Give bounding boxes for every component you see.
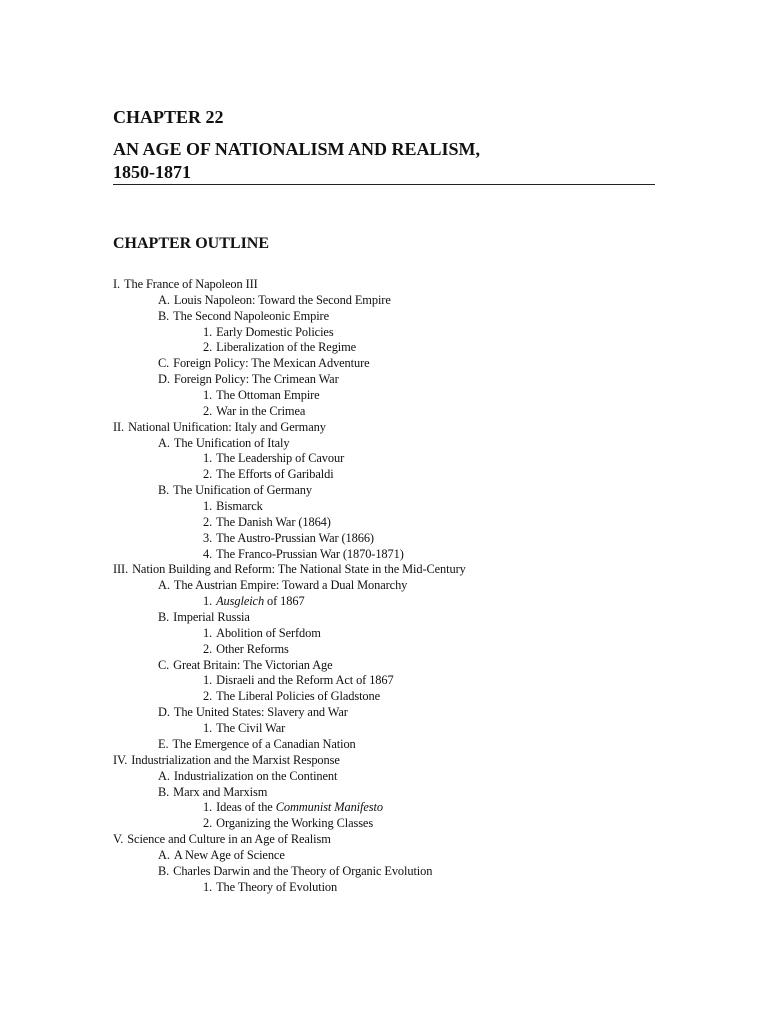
outline-item-text: Science and Culture in an Age of Realism xyxy=(127,832,331,847)
outline-item-level-3 xyxy=(113,626,673,642)
outline-item-text: Industrialization on the Continent xyxy=(173,768,338,783)
outline-item-level-2 xyxy=(113,483,673,499)
outline-item-level-2 xyxy=(113,309,673,325)
outline-item-level-1 xyxy=(113,420,673,436)
outline-item-level-2 xyxy=(113,356,673,372)
outline-item-level-3 xyxy=(113,800,673,816)
outline-item-number: 3. xyxy=(203,530,213,545)
outline-item-text: The France of Napoleon III xyxy=(124,277,258,291)
outline-item-level-2 xyxy=(113,293,673,309)
outline-item-number: 1. xyxy=(203,721,213,736)
outline-item-text: Abolition of Serfdom xyxy=(216,625,321,640)
outline-item-text: Liberalization of the Regime xyxy=(216,340,357,355)
outline-item-level-3 xyxy=(113,547,673,563)
outline-item-text: Early Domestic Policies xyxy=(216,324,334,339)
outline-item-level-1 xyxy=(113,832,673,848)
outline-item-number: 2. xyxy=(203,641,213,656)
outline-item-text: Marx and Marxism xyxy=(173,784,268,799)
outline-item-number: 1. xyxy=(203,324,213,339)
outline-item-number: A. xyxy=(158,768,170,783)
outline-item-level-2 xyxy=(113,578,673,594)
outline-item-level-2 xyxy=(113,372,673,388)
outline-item-level-2 xyxy=(113,737,673,753)
outline-item-text: Organizing the Working Classes xyxy=(216,816,374,831)
outline-item-level-2 xyxy=(113,610,673,626)
outline-item-text: War in the Crimea xyxy=(216,403,306,418)
outline-item-text: The Unification of Italy xyxy=(173,435,290,450)
outline-item-text: National Unification: Italy and Germany xyxy=(128,419,326,434)
outline-item-text: The Danish War (1864) xyxy=(216,514,331,529)
outline-item-number: C. xyxy=(158,356,170,371)
outline-item-number: III. xyxy=(113,562,129,577)
outline-item-number: 2. xyxy=(203,403,213,418)
outline-item-text: The Unification of Germany xyxy=(173,483,312,498)
outline-item-level-3 xyxy=(113,451,673,467)
outline-item-level-3 xyxy=(113,689,673,705)
outline-item-text: The Theory of Evolution xyxy=(216,879,338,894)
outline-item-number: II. xyxy=(113,419,125,434)
outline-item-number: A. xyxy=(158,292,170,307)
outline-item-level-2 xyxy=(113,785,673,801)
outline-item-number: A. xyxy=(158,847,170,862)
outline-item-italic-text: Communist Manifesto xyxy=(275,800,383,815)
outline-item-number: 2. xyxy=(203,340,213,355)
outline-item-number: 1. xyxy=(203,451,213,466)
outline-item-level-2 xyxy=(113,848,673,864)
outline-item-level-1 xyxy=(113,562,673,578)
outline-item-number: 1. xyxy=(203,499,213,514)
outline-item-text: Foreign Policy: The Crimean War xyxy=(173,372,339,387)
outline-item-text: Bismarck xyxy=(216,499,263,514)
chapter-number: CHAPTER 22 xyxy=(113,107,224,127)
outline-item-number: D. xyxy=(158,372,170,387)
outline-item-number: 1. xyxy=(203,673,213,688)
outline-item-text: The United States: Slavery and War xyxy=(173,705,348,720)
outline-item-level-3 xyxy=(113,404,673,420)
outline-item-level-2 xyxy=(113,436,673,452)
outline-item-level-3 xyxy=(113,673,673,689)
outline-item-level-3 xyxy=(113,325,673,341)
outline-item-number: 4. xyxy=(203,546,213,561)
outline-item-number: C. xyxy=(158,657,170,672)
outline-item-level-3 xyxy=(113,340,673,356)
outline-item-number: 1. xyxy=(203,625,213,640)
outline-item-level-3 xyxy=(113,642,673,658)
outline-item-level-3 xyxy=(113,388,673,404)
outline-item-number: E. xyxy=(158,736,169,751)
outline-item-level-3 xyxy=(113,515,673,531)
outline-item-text: The Franco-Prussian War (1870-1871) xyxy=(216,546,404,561)
outline-heading: CHAPTER OUTLINE xyxy=(113,235,270,252)
outline-item-level-3 xyxy=(113,721,673,737)
outline-item-text: Louis Napoleon: Toward the Second Empire xyxy=(173,292,391,307)
outline-item-number: D. xyxy=(158,705,170,720)
outline-item-number: A. xyxy=(158,578,170,593)
outline-item-number: 1. xyxy=(203,800,213,815)
outline-item-text: Industrialization and the Marxist Response xyxy=(131,752,340,767)
outline-item-level-2 xyxy=(113,864,673,880)
title-divider xyxy=(113,184,655,185)
outline-item-text: Nation Building and Reform: The National State in the Mid-Century xyxy=(132,562,466,577)
outline-item-text: The Liberal Policies of Gladstone xyxy=(216,689,381,704)
outline-item-number: I. xyxy=(113,277,121,291)
outline-item-text: Imperial Russia xyxy=(173,610,250,625)
outline-item-level-2 xyxy=(113,705,673,721)
outline-item-level-3 xyxy=(113,499,673,515)
outline-item-level-1 xyxy=(113,277,673,293)
outline-item-number: 1. xyxy=(203,879,213,894)
outline-item-number: B. xyxy=(158,483,170,498)
outline-item-number: IV. xyxy=(113,752,128,767)
outline-item-text: Foreign Policy: The Mexican Adventure xyxy=(173,356,370,371)
outline-item-text: The Leadership of Cavour xyxy=(216,451,345,466)
outline-item-level-3 xyxy=(113,816,673,832)
outline-item-text: The Civil War xyxy=(216,721,286,736)
outline-item-level-1 xyxy=(113,753,673,769)
outline-item-number: 2. xyxy=(203,467,213,482)
outline-item-text: The Emergence of a Canadian Nation xyxy=(172,736,356,751)
outline-item-level-3 xyxy=(113,880,673,896)
outline-item-number: 2. xyxy=(203,689,213,704)
outline-item-number: 1. xyxy=(203,594,213,609)
outline-item-text: of 1867 xyxy=(264,594,305,609)
outline-item-level-2 xyxy=(113,658,673,674)
outline-item-text: The Austrian Empire: Toward a Dual Monarchy xyxy=(173,578,408,593)
outline-item-text: A New Age of Science xyxy=(173,847,285,862)
outline-item-number: B. xyxy=(158,784,170,799)
outline-item-number: B. xyxy=(158,610,170,625)
outline-item-number: V. xyxy=(113,832,124,847)
outline-item-number: 2. xyxy=(203,514,213,529)
outline-item-number: 2. xyxy=(203,816,213,831)
outline-item-text: The Efforts of Garibaldi xyxy=(216,467,334,482)
chapter-title-line-1: AN AGE OF NATIONALISM AND REALISM, xyxy=(113,139,481,159)
outline-item-text: Great Britain: The Victorian Age xyxy=(173,657,333,672)
outline-item-text: The Austro-Prussian War (1866) xyxy=(216,530,374,545)
outline-item-number: B. xyxy=(158,308,170,323)
outline-item-level-3 xyxy=(113,467,673,483)
chapter-title-line-2: 1850-1871 xyxy=(113,162,191,182)
outline-item-number: B. xyxy=(158,863,170,878)
outline-item-level-2 xyxy=(113,769,673,785)
outline-item-level-3 xyxy=(113,531,673,547)
outline-item-number: A. xyxy=(158,435,170,450)
outline-item-text: The Second Napoleonic Empire xyxy=(173,308,329,323)
outline-item-italic-text: Ausgleich xyxy=(216,594,265,609)
chapter-outline xyxy=(113,277,673,896)
outline-item-text: The Ottoman Empire xyxy=(216,388,320,403)
outline-item-text: Disraeli and the Reform Act of 1867 xyxy=(216,673,394,688)
chapter-title xyxy=(113,138,655,184)
outline-item-text: Ideas of the xyxy=(216,800,276,815)
outline-item-text: Charles Darwin and the Theory of Organic Evolution xyxy=(173,863,433,878)
outline-item-text: Other Reforms xyxy=(216,641,289,656)
outline-item-number: 1. xyxy=(203,388,213,403)
outline-item-level-3 xyxy=(113,594,673,610)
